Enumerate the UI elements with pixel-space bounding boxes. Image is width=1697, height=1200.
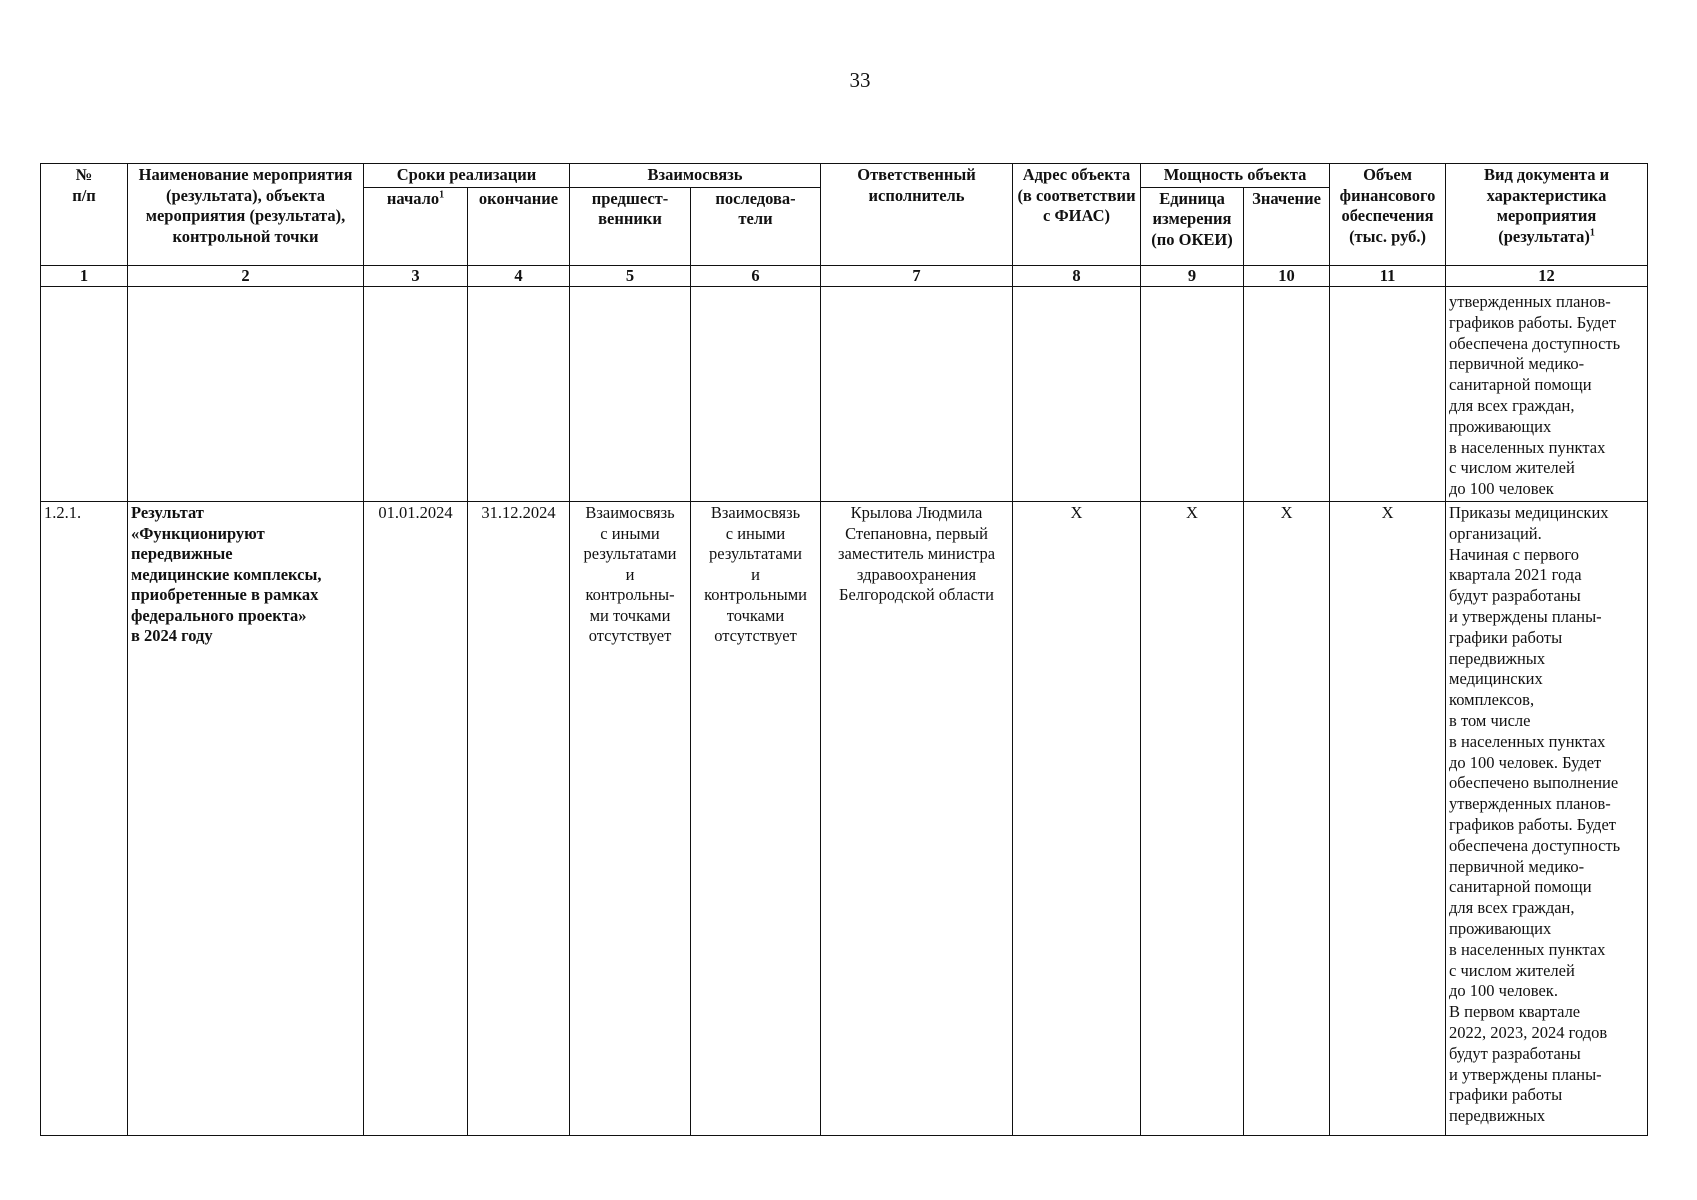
header-doctype: [1446, 164, 1648, 266]
cell-value: Х: [1244, 502, 1330, 1136]
footnote-mark: 1: [1589, 227, 1595, 238]
header-end: окончание: [468, 187, 570, 265]
cell-end-date: 31.12.2024: [468, 502, 570, 1136]
cell-name: Результат «Функционируют передвижные медицинские комплексы, приобретенные в рамках федерального проекта» в 2024 году: [128, 502, 364, 1136]
cell-empty: [1013, 287, 1141, 502]
header-start-label: начало: [386, 188, 440, 208]
column-number: 7: [821, 265, 1013, 287]
cell-empty: [41, 287, 128, 502]
column-number: 3: [364, 265, 468, 287]
cell-doctype: Приказы медицинских организаций. Начиная с первого квартала 2021 года будут разработаны и утверждены планы- графики работы передвижных медицинских комплексов, в том числе в населенных пунктах до 100 человек. Будет обеспечено выполнение утвержденных планов- графиков работы. Будет обеспечена доступность первичной медико- санитарной помощи для всех граждан, проживающих в населенных пунктах с числом жителей до 100 человек. В первом квартале 2022, 2023, 2024 годов будут разработаны и утверждены планы- графики работы передвижных: [1446, 502, 1648, 1136]
cell-empty: [570, 287, 691, 502]
column-number: 2: [128, 265, 364, 287]
header-doctype-label: Вид документа и характеристика мероприятия (результата): [1483, 165, 1610, 246]
footnote-mark: 1: [439, 189, 445, 200]
table-row: [41, 287, 1648, 502]
cell-address: Х: [1013, 502, 1141, 1136]
header-start: [364, 187, 468, 265]
cell-empty: [128, 287, 364, 502]
cell-predecessors: Взаимосвязь с иными результатами и контрольны- ми точками отсутствует: [570, 502, 691, 1136]
cell-unit: Х: [1141, 502, 1244, 1136]
header-successors: последова- тели: [691, 187, 821, 265]
cell-successors: Взаимосвязь с иными результатами и контрольными точками отсутствует: [691, 502, 821, 1136]
header-num: № п/п: [41, 164, 128, 266]
column-number: 11: [1330, 265, 1446, 287]
header-finance: Объем финансового обеспечения (тыс. руб.): [1330, 164, 1446, 266]
cell-doctype-continuation: утвержденных планов- графиков работы. Будет обеспечена доступность первичной медико- санитарной помощи для всех граждан, проживающих в населенных пунктах с числом жителей до 100 человек: [1446, 287, 1648, 502]
cell-num: 1.2.1.: [41, 502, 128, 1136]
column-number: 4: [468, 265, 570, 287]
header-capacity: Мощность объекта: [1141, 164, 1330, 188]
header-unit: Единица измерения (по ОКЕИ): [1141, 187, 1244, 265]
cell-executor: Крылова Людмила Степановна, первый заместитель министра здравоохранения Белгородской области: [821, 502, 1013, 1136]
header-predecessors: предшест- венники: [570, 187, 691, 265]
cell-start-date: 01.01.2024: [364, 502, 468, 1136]
table-row: [41, 502, 1648, 1136]
column-number: 10: [1244, 265, 1330, 287]
cell-empty: [1330, 287, 1446, 502]
header-address: Адрес объекта (в соответствии с ФИАС): [1013, 164, 1141, 266]
column-number: 1: [41, 265, 128, 287]
cell-empty: [1244, 287, 1330, 502]
column-number: 5: [570, 265, 691, 287]
column-number: 8: [1013, 265, 1141, 287]
cell-finance: Х: [1330, 502, 1446, 1136]
cell-empty: [691, 287, 821, 502]
column-number: 12: [1446, 265, 1648, 287]
cell-empty: [1141, 287, 1244, 502]
header-row-1: [41, 164, 1648, 188]
header-period: Сроки реализации: [364, 164, 570, 188]
page-number: 33: [849, 68, 871, 92]
cell-empty: [821, 287, 1013, 502]
column-number: 9: [1141, 265, 1244, 287]
column-number: 6: [691, 265, 821, 287]
header-relation: Взаимосвязь: [570, 164, 821, 188]
column-number-row: [41, 265, 1648, 287]
cell-empty: [468, 287, 570, 502]
header-value: Значение: [1244, 187, 1330, 265]
header-executor: Ответственный исполнитель: [821, 164, 1013, 266]
header-name: Наименование мероприятия (результата), объекта мероприятия (результата), контрольной точки: [128, 164, 364, 266]
implementation-plan-table: [40, 163, 1648, 1136]
cell-empty: [364, 287, 468, 502]
